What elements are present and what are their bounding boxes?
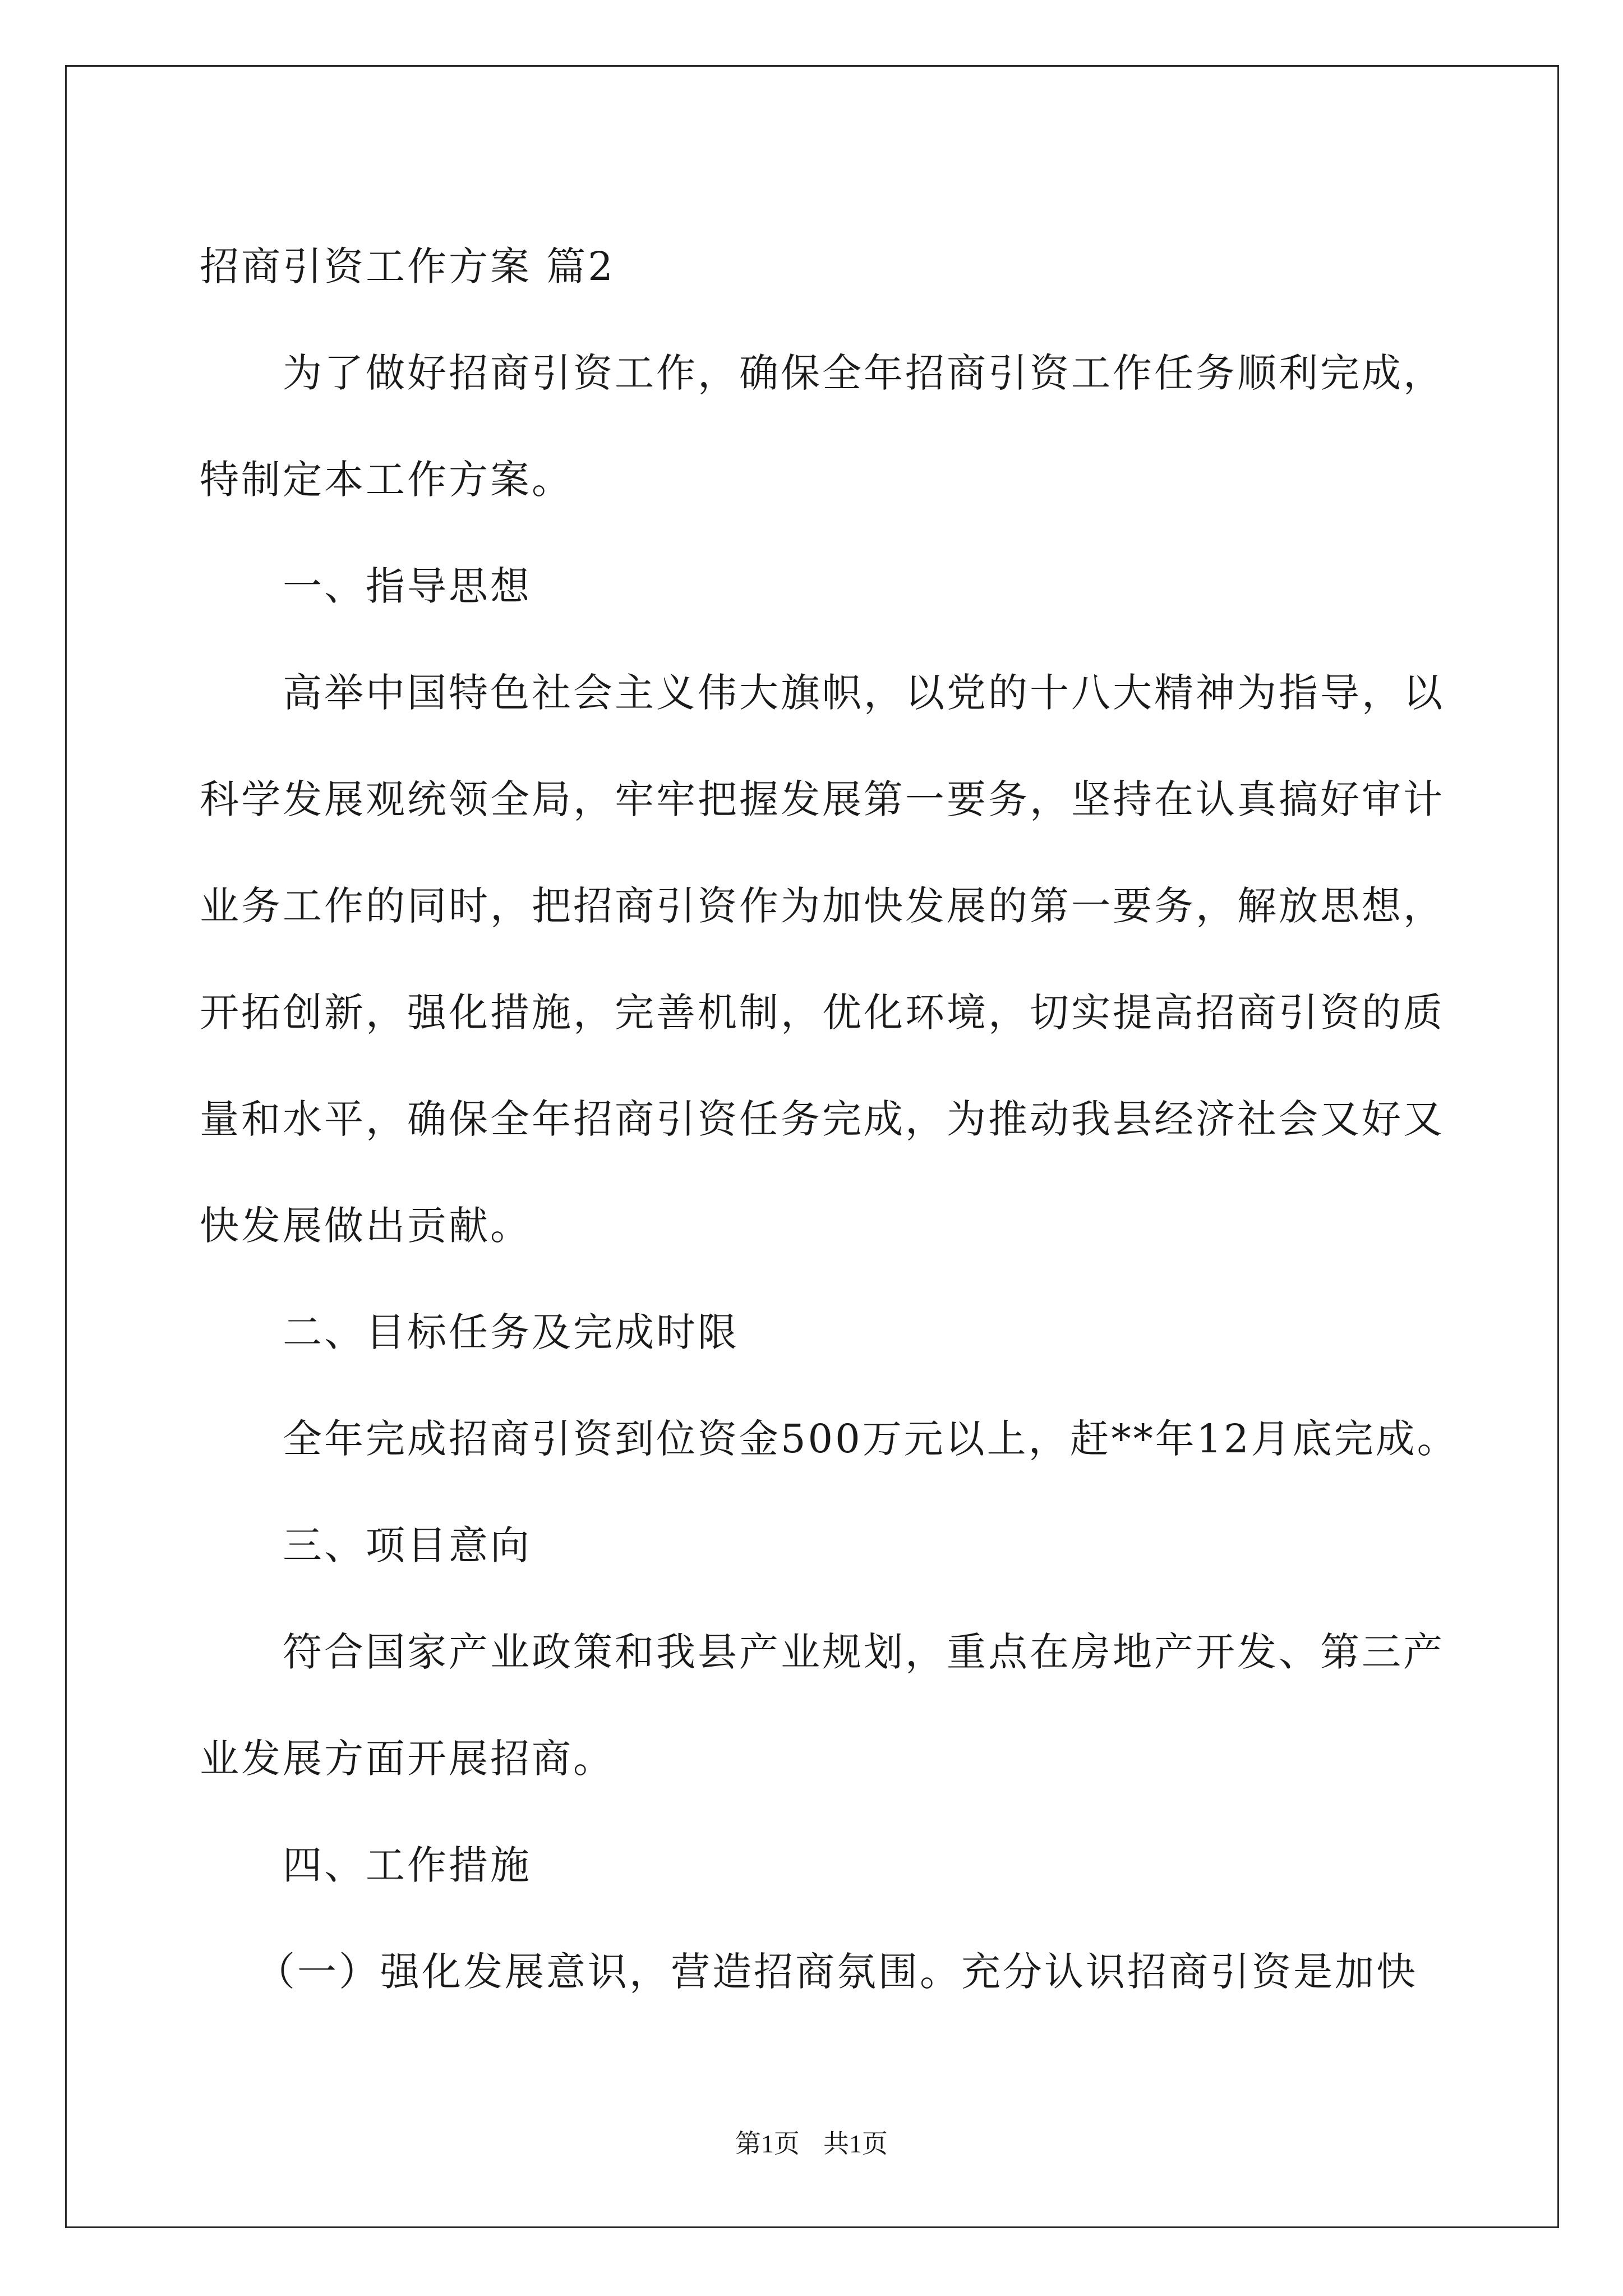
paragraph-line: 为了做好招商引资工作，确保全年招商引资工作任务顺利完成，	[283, 350, 1445, 396]
section-heading: 四、工作措施	[283, 1842, 532, 1888]
section-heading: 三、项目意向	[283, 1522, 532, 1568]
paragraph-line: 全年完成招商引资到位资金500万元以上，赶**年12月底完成。	[283, 1416, 1459, 1462]
paragraph-line: 快发展做出贡献。	[200, 1203, 532, 1249]
paragraph-line: 开拓创新，强化措施，完善机制，优化环境，切实提高招商引资的质	[200, 990, 1445, 1036]
paragraph-line: 业发展方面开展招商。	[200, 1736, 615, 1782]
document-body	[200, 213, 1459, 2025]
paragraph-line: （一）强化发展意识，营造招商氛围。充分认识招商引资是加快	[256, 1949, 1418, 1995]
section-heading: 一、指导思想	[283, 563, 532, 609]
section-heading: 二、目标任务及完成时限	[283, 1309, 739, 1355]
paragraph-line: 业务工作的同时，把招商引资作为加快发展的第一要务，解放思想，	[200, 883, 1445, 929]
page-number-current: 第1页	[735, 2129, 800, 2158]
paragraph-line: 符合国家产业政策和我县产业规划，重点在房地产开发、第三产	[283, 1629, 1445, 1675]
paragraph-line: 特制定本工作方案。	[200, 457, 573, 503]
page-number-total: 共1页	[823, 2129, 888, 2158]
document-title: 招商引资工作方案 篇2	[200, 243, 615, 289]
paragraph-line: 高举中国特色社会主义伟大旗帜，以党的十八大精神为指导，以	[283, 670, 1445, 716]
paragraph-line: 科学发展观统领全局，牢牢把握发展第一要务，坚持在认真搞好审计	[200, 776, 1445, 822]
page-footer	[0, 2123, 1623, 2160]
paragraph-line: 量和水平，确保全年招商引资任务完成，为推动我县经济社会又好又	[200, 1096, 1445, 1142]
